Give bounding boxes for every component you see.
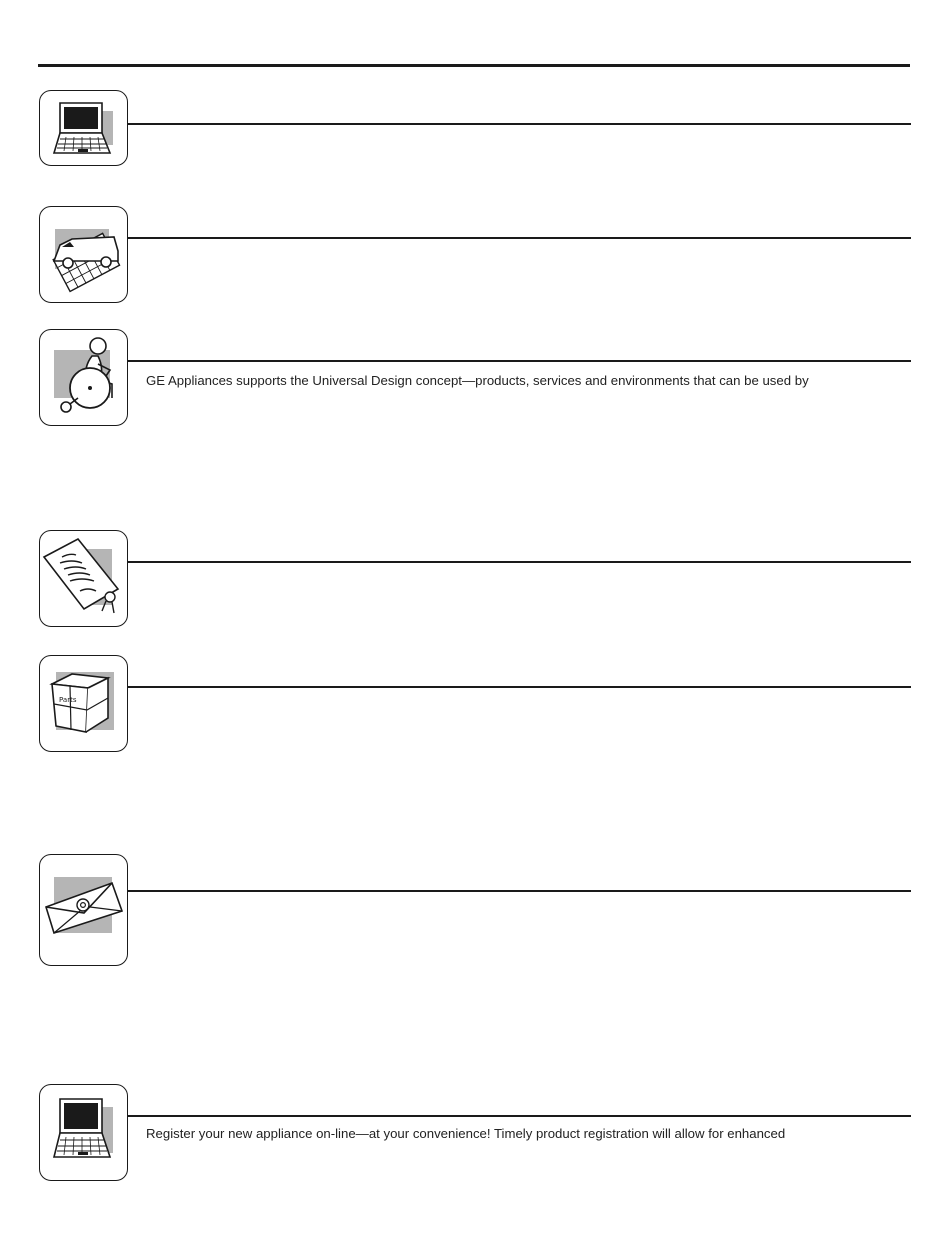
section-rule xyxy=(127,360,911,362)
section-rule xyxy=(127,1115,911,1117)
laptop-icon xyxy=(39,90,128,166)
section-rule xyxy=(127,237,911,239)
laptop-icon xyxy=(39,1084,128,1181)
top-rule xyxy=(38,64,910,67)
parts-box-icon xyxy=(39,655,128,752)
section-rule xyxy=(127,561,911,563)
email-envelope-icon xyxy=(39,854,128,966)
universal-design-text: GE Appliances supports the Universal Design concept—products, services and environments that can be used by xyxy=(146,373,809,388)
svg-text:Parts: Parts xyxy=(59,696,77,704)
service-van-calendar-icon xyxy=(39,206,128,303)
wheelchair-icon xyxy=(39,329,128,426)
section-rule xyxy=(127,890,911,892)
register-appliance-text: Register your new appliance on-line—at your convenience! Timely product registration will allow for enhanced xyxy=(146,1126,786,1141)
certificate-icon xyxy=(39,530,128,627)
section-rule xyxy=(127,123,911,125)
section-rule xyxy=(127,686,911,688)
